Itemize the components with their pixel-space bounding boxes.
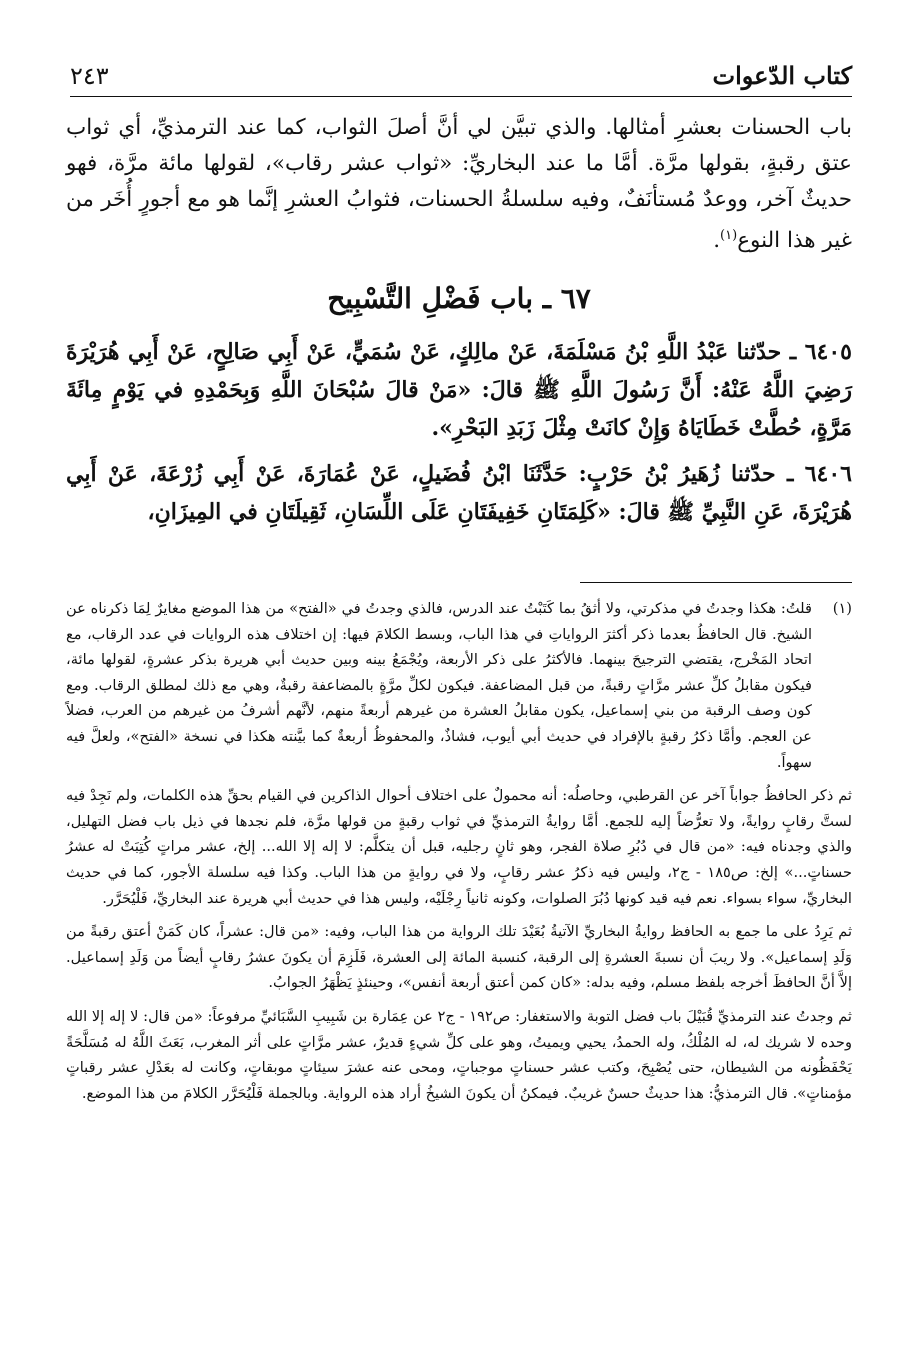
page-number: ٢٤٣ bbox=[70, 62, 109, 90]
footnote-paragraph: ثم يَرِدُ على ما جمع به الحافظ روايةُ البخاريِّ الآتيةُ بُعَيْدَ تلك الرواية من هذا الباب، وفيه: «من قال: عشراً، كان كَمَنْ أعتق رقبةً من وَلَدِ إسماعيل». ولا ريبَ أن نسبةَ العشرةِ إلى الرقبة، كنسبة المائة إلى العشرة، فَلَزِمَ أن يكونَ عشرُ رقابٍ أيضاً من وَلَدِ إسماعيل. إلاَّ أنَّ الحافظَ أخرجه بلفظ مسلم، وفيه بدله: «كان كمن أعتق أربعة أنفس»، وحينئذٍ يَظْهَرُ الجوابُ. bbox=[66, 923, 852, 992]
footnote-text: قلتُ: هكذا وجدتُ في مذكرتي، ولا أثقُ بما كَتَبْتُ عند الدرس، فالذي وجدتُ في «الفتح» من هذا الموضع مغايرٌ لِمَا ذكرناه عن الشيخ. قال الحافظُ بعدما ذكر أكثرَ الرواياتِ في هذا الباب، وبسط الكلامَ فيها: إن اختلاف هذه الروايات في عدد الرقاب، مع اتحاد المَخْرج، يقتضي الترجيحَ بينهما. فالأكثرُ على ذكر الأربعة، ويُجْمَعُ بينه وبين حديث أبي هريرة بذكر عشرةٍ، لقولها مائة، فيكون مقابلُ كلِّ عشر مرَّاتٍ رقبةً، من قبل المضاعفة. فيكون لكلِّ مرَّةٍ بالمضاعفة رقبةٌ، وهي مع ذلك لمطلق الرقاب. ومع كون وصف الرقبة من بني إسماعيل، يكون مقابلُ العشرة من غيرهم أربعةً منهم، لأنَّهم أشرفُ من غيرهم من العرب، فضلاً عن العجم. وأمَّا ذكرُ رقبةٍ بالإفراد في حديث أبي أيوب، فشاذٌ، والمحفوظُ أربعةٌ كما بيَّنته هكذا في نسخة «الفتح»، ولعلَّ فيه سهواً. bbox=[66, 600, 813, 771]
footnote-paragraph bbox=[66, 596, 852, 775]
book-title: كتاب الدّعوات bbox=[712, 61, 852, 90]
intro-paragraph bbox=[66, 110, 852, 259]
main-text bbox=[66, 110, 852, 539]
footnote-paragraph: ثم ذكر الحافظُ جواباً آخر عن القرطبي، وحاصلُه: أنه محمولٌ على اختلاف أحوال الذاكرين في القيام بحقِّ هذه الكلمات، ولم نَجِدْ فيه لستَّ رقابٍ روايةً، ولا تعرُّضاً إليه للجمع. أمَّا روايةُ الترمذيِّ في ثواب رقبةٍ من قولها مرَّة، فلم نجدها في ذيل باب فضل التهليل، والذي وجدناه فيه: «من قال في دُبُرِ صلاة الفجر، وهو ثانٍ رجليه، قبل أن يتكلَّم: لا إله إلا الله... إلخ، عشر مراتٍ كُتِبَتْ له عشرُ حسناتٍ...» إلخ: ص١٨٥ - ج٢، وليس فيه ذكرُ عشر رقابٍ، ولا في روايةٍ من هذا الباب. وكذا فيه سلسلة الأجور، كما في حديث البخاريِّ، سواء بسواء. نعم فيه قيد كونها دُبُرَ الصلوات، وكونه ثانياً رِجْلَيْه، وليس هذا في حديث أبي هريرة عند البخاريِّ، فَلْيُحَرَّر. bbox=[66, 787, 852, 907]
chapter-heading: ٦٧ ـ باب فَضْلِ التَّسْبِيح bbox=[327, 282, 591, 316]
footnote-marker: (١) bbox=[832, 600, 852, 617]
footnote-divider bbox=[580, 582, 852, 583]
hadith-6405: ٦٤٠٥ ـ حدّثنا عَبْدُ اللَّهِ بْنُ مَسْلَمَةَ، عَنْ مالِكٍ، عَنْ سُمَيٍّ، عَنْ أَبِي صَالِحٍ، عَنْ أَبِي هُرَيْرَةَ رَضِيَ اللَّهُ عَنْهُ: أَنَّ رَسُولَ اللَّهِ ﷺ قالَ: «مَنْ قالَ سُبْحَانَ اللَّهِ وَبِحَمْدِهِ في يَوْمٍ مِائَةَ مَرَّةٍ، حُطَّتْ خَطَايَاهُ وَإِنْ كانَتْ مِثْلَ زَبَدِ البَحْرِ». bbox=[66, 339, 852, 442]
hadith-6406: ٦٤٠٦ ـ حدّثنا زُهَيرُ بْنُ حَرْبٍ: حَدَّثَنَا ابْنُ فُضَيلٍ، عَنْ عُمَارَةَ، عَنْ أَبِي زُرْعَةَ، عَنْ أَبِي هُرَيْرَةَ، عَنِ النَّبِيِّ ﷺ قالَ: «كَلِمَتَانِ خَفِيفَتَانِ عَلَى اللِّسَانِ، ثَقِيلَتَانِ في المِيزَانِ، bbox=[66, 461, 852, 526]
page-header bbox=[70, 56, 852, 97]
intro-text: باب الحسنات بعشرِ أمثالها. والذي تبيَّن لي أنَّ أصلَ الثواب، كما عند الترمذيِّ، أي ثواب عتق رقبةٍ، بقولها مرَّة. أمَّا ما عند البخاريِّ: «ثواب عشر رقاب»، لقولها مائة مرَّة، فهو حديثٌ آخر، ووعدٌ مُستأنَفٌ، وفيه سلسلةُ الحسنات، فثوابُ العشرِ إنَّما هو مع أجورٍ أُخَر من غير هذا النوع bbox=[66, 115, 852, 254]
footnotes-section bbox=[66, 596, 852, 1114]
footnote-reference[interactable]: (١) bbox=[720, 228, 738, 243]
intro-end: . bbox=[713, 228, 721, 254]
footnote-paragraph: ثم وجدتُ عند الترمذيِّ قُبَيْلَ باب فضل التوبة والاستغفار: ص١٩٢ - ج٢ عن عِمَارة بن شَبِيبِ السَّبَائيِّ مرفوعاً: «من قال: لا إله إلا الله وحده لا شريك له، له المُلْكُ، وله الحمدُ، يحيي ويميتُ، وهو على كلِّ شيءٍ قديرٌ، عشر مرَّاتٍ على أثر المغرب، بَعَثَ اللَّهُ له مُسَلَّحَةً يَحْفَظُونه من الشيطان، حتى يُصْبِحَ، وكتب عشر حسناتٍ موجباتٍ، ومحى عنه عشرَ سيئاتٍ موبقاتٍ، وكانت له بعَدْلِ عشر رقباتٍ مؤمناتٍ». قال الترمذيُّ: هذا حديثٌ حسنٌ غريبٌ. فيمكنُ أن يكونَ الشيخُ أراد هذه الرواية. وبالجملة فَلْيُحَرَّر الكلامَ من هذا الموضع. bbox=[66, 1007, 852, 1102]
